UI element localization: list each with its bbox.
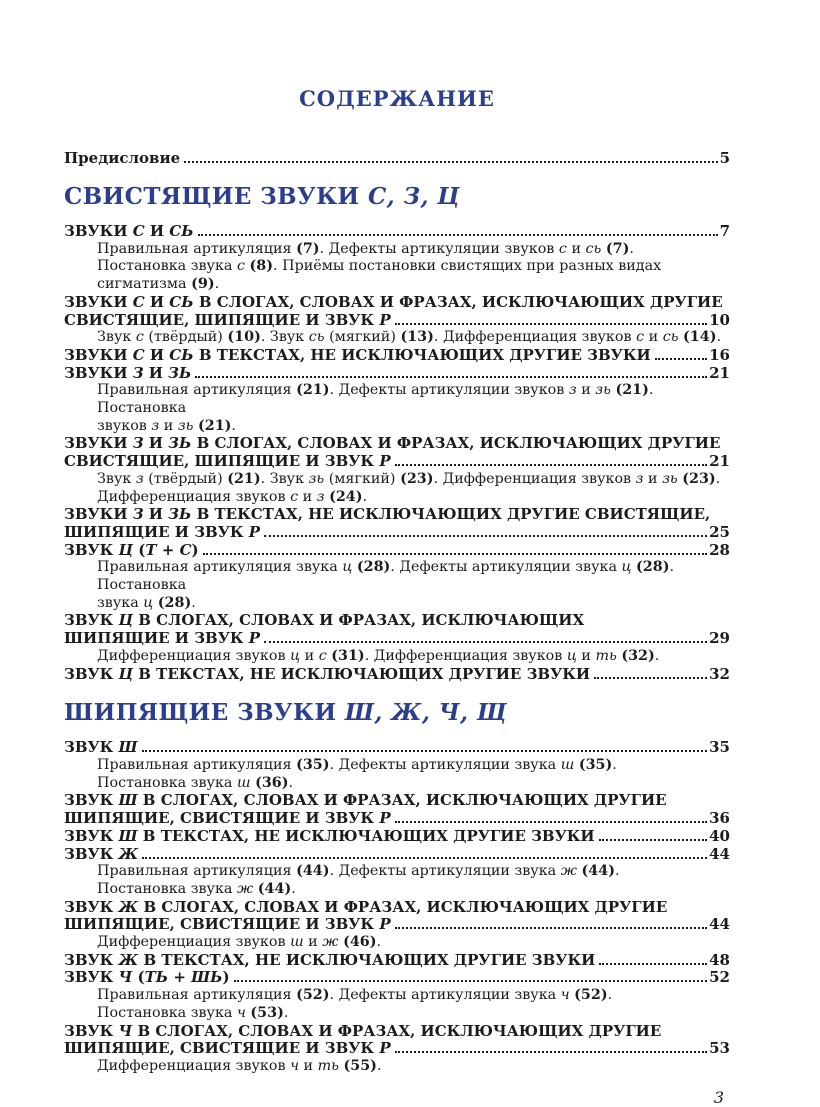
page-ref: 36 [709, 809, 730, 828]
page-ref: 35 [709, 738, 730, 757]
toc-entry-list [64, 223, 730, 683]
toc-sections [64, 183, 730, 1076]
toc-entry-preface [64, 149, 730, 167]
toc-entry-label: ЗВУК Ц В ТЕКСТАХ, НЕ ИСКЛЮЧАЮЩИХ ДРУГИЕ ЗВУКИ [64, 664, 591, 683]
toc-entry-label: ЗВУКИ З И ЗЬ [64, 363, 192, 382]
toc-entry-line [64, 952, 730, 970]
toc-subentry [64, 241, 730, 294]
page-number: 3 [713, 1087, 724, 1107]
toc-entry-line: ЗВУК Ж В СЛОГАХ, СЛОВАХ И ФРАЗАХ, ИСКЛЮЧАЮЩИХ ДРУГИЕ [64, 897, 668, 916]
toc-entry [64, 792, 730, 827]
toc-entry-line [64, 1040, 730, 1058]
toc-subentry [64, 863, 730, 898]
toc-entry-line [64, 739, 730, 757]
toc-subentry [64, 559, 730, 612]
toc-entry-line: Звук с (твёрдый) (10). Звук сь (мягкий) (13). Дифференциация звуков с и сь (14). [97, 329, 722, 346]
toc-entry [64, 506, 730, 541]
toc-entry-line: Правильная артикуляция (7). Дефекты артикуляции звуков с и сь (7). [97, 240, 634, 257]
toc-subentry [64, 648, 730, 666]
toc-entry-line: Дифференциация звуков ц и с (31). Дифференциация звуков ц и ть (32). [97, 647, 660, 664]
page-title: СОДЕРЖАНИЕ [299, 86, 495, 111]
toc-entry-line: ЗВУКИ З И ЗЬ В ТЕКСТАХ, НЕ ИСКЛЮЧАЮЩИХ ДРУГИЕ СВИСТЯЩИЕ, [64, 505, 711, 524]
toc-entry-label: ШИПЯЩИЕ И ЗВУК Р [64, 629, 261, 648]
leader-dots [395, 821, 708, 823]
toc-entry [64, 846, 730, 864]
toc-entry [64, 542, 730, 560]
toc-entry-line [64, 542, 730, 560]
toc-entry-line: ЗВУКИ С И СЬ В СЛОГАХ, СЛОВАХ И ФРАЗАХ, ИСКЛЮЧАЮЩИХ ДРУГИЕ [64, 292, 723, 311]
toc-entry-line: ЗВУК Ц В СЛОГАХ, СЛОВАХ И ФРАЗАХ, ИСКЛЮЧАЮЩИХ [64, 611, 585, 630]
toc-entry [64, 1023, 730, 1058]
toc-entry-label: ЗВУК Ж В ТЕКСТАХ, НЕ ИСКЛЮЧАЮЩИХ ДРУГИЕ ЗВУКИ [64, 950, 596, 969]
toc-entry-line [64, 916, 730, 934]
toc-entry-line [64, 666, 730, 684]
leader-dots [203, 553, 708, 555]
toc-entry-line: Правильная артикуляция звука ц (28). Дефекты артикуляции звука ц (28). Постановка [97, 559, 675, 594]
preface-label: Предисловие [64, 149, 181, 167]
leader-dots [599, 963, 707, 965]
toc-subentry [64, 471, 730, 506]
toc-entry-label: ЗВУК Ч (ТЬ + ШЬ) [64, 968, 230, 987]
page-ref: 44 [709, 915, 730, 934]
toc-entry-line: Правильная артикуляция (21). Дефекты артикуляции звуков з и зь (21). Постановка [97, 382, 654, 417]
toc-entry-label: ЗВУК Ц (Т + С) [64, 540, 199, 559]
toc-entry-line: Дифференциация звуков ч и ть (55). [97, 1057, 382, 1074]
toc-entry-line: звука ц (28). [97, 594, 196, 611]
toc-entry [64, 294, 730, 329]
page-ref: 44 [709, 844, 730, 863]
toc-entry-line: Постановка звука с (8). Приёмы постановки свистящих при разных видах сигматизма (9). [97, 258, 662, 293]
page-ref: 52 [709, 968, 730, 987]
section-heading: ШИПЯЩИЕ ЗВУКИ Ш, Ж, Ч, Щ [64, 699, 507, 727]
leader-dots [395, 1051, 708, 1053]
toc-entry-label: ЗВУК Ш В ТЕКСТАХ, НЕ ИСКЛЮЧАЮЩИХ ДРУГИЕ ЗВУКИ [64, 826, 595, 845]
toc-entry-line: звуков з и зь (21). [97, 417, 236, 434]
toc-entry-list [64, 739, 730, 1075]
toc-entry [64, 952, 730, 970]
toc-entry [64, 969, 730, 987]
toc-entry [64, 666, 730, 684]
page-ref: 21 [709, 452, 730, 471]
toc-entry-line [64, 630, 730, 648]
toc-entry-line: Звук з (твёрдый) (21). Звук зь (мягкий) (23). Дифференциация звуков з и зь (23). [97, 470, 721, 487]
page-ref: 40 [709, 826, 730, 845]
toc-subentry [64, 382, 730, 435]
toc-subentry [64, 1058, 730, 1076]
toc-entry-line: Дифференциация звуков ш и ж (46). [97, 934, 382, 951]
leader-dots [395, 927, 708, 929]
toc-entry [64, 899, 730, 934]
toc-entry [64, 223, 730, 241]
page-ref: 10 [709, 310, 730, 329]
page-ref: 48 [709, 950, 730, 969]
toc-entry-label: ЗВУК Ж [64, 844, 139, 863]
leader-dots [142, 750, 708, 752]
toc-entry-line: Правильная артикуляция (35). Дефекты артикуляции звука ш (35). [97, 756, 617, 773]
leader-dots [395, 464, 708, 466]
page-ref: 25 [709, 522, 730, 541]
leader-dots [184, 161, 717, 163]
toc-entry-line: Правильная артикуляция (44). Дефекты артикуляции звука ж (44). [97, 863, 620, 880]
toc-entry-label: СВИСТЯЩИЕ, ШИПЯЩИЕ И ЗВУК Р [64, 310, 391, 329]
page-ref: 29 [709, 629, 730, 648]
toc-entry-label: СВИСТЯЩИЕ, ШИПЯЩИЕ И ЗВУК Р [64, 452, 391, 471]
toc-entry-line [64, 453, 730, 471]
toc-entry-line [64, 365, 730, 383]
page-ref: 21 [709, 363, 730, 382]
toc-entry-line: ЗВУК Ч В СЛОГАХ, СЛОВАХ И ФРАЗАХ, ИСКЛЮЧАЮЩИХ ДРУГИЕ [64, 1021, 662, 1040]
toc-entry-label: ШИПЯЩИЕ, СВИСТЯЩИЕ И ЗВУК Р [64, 1039, 391, 1058]
toc-entry [64, 435, 730, 470]
toc-entry-line [64, 828, 730, 846]
leader-dots [395, 323, 708, 325]
toc-entry-line [64, 223, 730, 241]
toc-entry-line [64, 312, 730, 330]
page-ref: 28 [709, 540, 730, 559]
leader-dots [264, 641, 707, 643]
leader-dots [264, 535, 707, 537]
toc-entry-line: ЗВУКИ З И ЗЬ В СЛОГАХ, СЛОВАХ И ФРАЗАХ, ИСКЛЮЧАЮЩИХ ДРУГИЕ [64, 434, 721, 453]
toc-entry-label: ШИПЯЩИЕ И ЗВУК Р [64, 522, 261, 541]
toc-entry-line [64, 524, 730, 542]
toc-entry-line: Правильная артикуляция (52). Дефекты артикуляции звука ч (52). [97, 987, 613, 1004]
leader-dots [142, 857, 707, 859]
leader-dots [594, 677, 707, 679]
toc-entry-label: ЗВУКИ С И СЬ [64, 222, 194, 240]
page-ref: 53 [709, 1039, 730, 1058]
toc-entry [64, 828, 730, 846]
leader-dots [655, 358, 707, 360]
page-ref: 32 [709, 664, 730, 683]
toc-entry [64, 612, 730, 647]
page-ref: 16 [709, 345, 730, 364]
toc-entry-line: Постановка звука ж (44). [97, 880, 296, 897]
toc-entry-line: Постановка звука ш (36). [97, 774, 294, 791]
toc-entry-line [64, 969, 730, 987]
toc-entry-line: Постановка звука ч (53). [97, 1004, 289, 1021]
leader-dots [599, 839, 708, 841]
toc-entry-line [64, 846, 730, 864]
toc-entry-label: ЗВУКИ С И СЬ В ТЕКСТАХ, НЕ ИСКЛЮЧАЮЩИХ ДРУГИЕ ЗВУКИ [64, 345, 651, 364]
toc-entry [64, 347, 730, 365]
leader-dots [195, 376, 707, 378]
toc-entry-label: ЗВУК Ш [64, 738, 138, 757]
leader-dots [234, 980, 707, 982]
toc-entry-line [64, 810, 730, 828]
toc-subentry [64, 757, 730, 792]
toc-entry-line: ЗВУК Ш В СЛОГАХ, СЛОВАХ И ФРАЗАХ, ИСКЛЮЧАЮЩИХ ДРУГИЕ [64, 791, 667, 810]
toc-entry-label: ШИПЯЩИЕ, СВИСТЯЩИЕ И ЗВУК Р [64, 809, 391, 828]
page-ref: 5 [719, 149, 730, 167]
toc-entry-line: Дифференциация звуков с и з (24). [97, 488, 368, 505]
toc-entry [64, 365, 730, 383]
toc-subentry [64, 934, 730, 952]
toc-subentry [64, 329, 730, 347]
toc-entry [64, 739, 730, 757]
page-ref: 7 [719, 222, 730, 240]
leader-dots [198, 234, 718, 236]
toc-subentry [64, 987, 730, 1022]
toc-entry-label: ШИПЯЩИЕ, СВИСТЯЩИЕ И ЗВУК Р [64, 915, 391, 934]
toc-entry-line [64, 347, 730, 365]
section-heading: СВИСТЯЩИЕ ЗВУКИ С, З, Ц [64, 183, 460, 210]
